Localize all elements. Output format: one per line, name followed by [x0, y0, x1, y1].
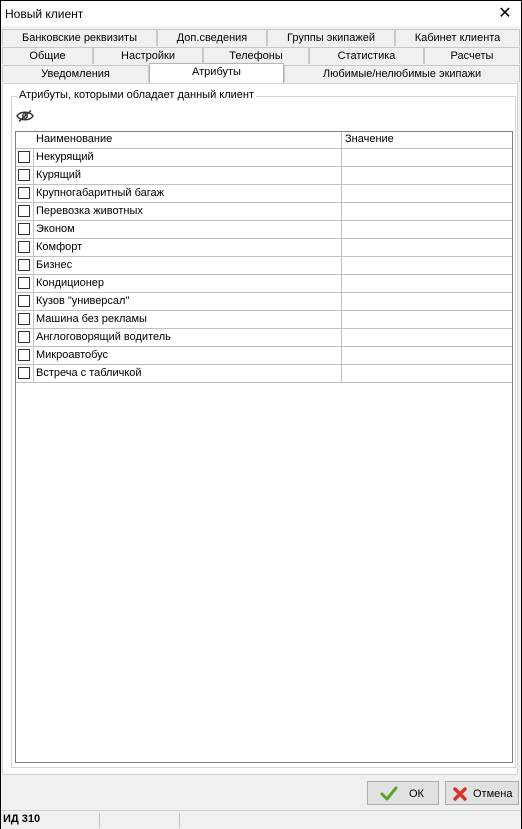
- attribute-name: Встреча с табличкой: [36, 367, 142, 379]
- tab-notifications[interactable]: Уведомления: [2, 65, 149, 82]
- attribute-checkbox[interactable]: [18, 205, 30, 217]
- tab-crew-groups[interactable]: Группы экипажей: [267, 29, 395, 46]
- tab-settings[interactable]: Настройки: [93, 47, 203, 64]
- grid-header: [16, 132, 512, 148]
- attribute-checkbox[interactable]: [18, 277, 30, 289]
- cancel-button[interactable]: [445, 781, 519, 805]
- attribute-checkbox[interactable]: [18, 151, 30, 163]
- attribute-checkbox[interactable]: [18, 367, 30, 379]
- attribute-checkbox[interactable]: [18, 187, 30, 199]
- table-row[interactable]: [16, 184, 512, 203]
- table-row[interactable]: [16, 202, 512, 221]
- tab-attributes[interactable]: Атрибуты: [149, 63, 284, 83]
- eye-off-icon[interactable]: [16, 109, 34, 123]
- table-row[interactable]: [16, 364, 512, 383]
- table-row[interactable]: [16, 292, 512, 311]
- ok-label: ОК: [409, 788, 424, 800]
- tab-row-3: [2, 65, 520, 83]
- tab-bank-details[interactable]: Банковские реквизиты: [2, 29, 157, 46]
- table-row[interactable]: [16, 148, 512, 167]
- status-bar: [1, 810, 521, 829]
- window-title: Новый клиент: [5, 7, 84, 21]
- checkmark-icon: [380, 786, 398, 801]
- attribute-checkbox[interactable]: [18, 313, 30, 325]
- cancel-label: Отмена: [473, 788, 513, 800]
- attribute-checkbox[interactable]: [18, 169, 30, 181]
- table-row[interactable]: [16, 220, 512, 239]
- tab-favorite-crews[interactable]: Любимые/нелюбимые экипажи: [284, 65, 520, 82]
- table-row[interactable]: [16, 310, 512, 329]
- attribute-name: Перевозка животных: [36, 205, 143, 217]
- ok-button[interactable]: [367, 781, 439, 805]
- table-row[interactable]: [16, 274, 512, 293]
- attribute-name: Эконом: [36, 223, 75, 235]
- attribute-name: Микроавтобус: [36, 349, 109, 361]
- attribute-name: Некурящий: [36, 151, 94, 163]
- attributes-group: [11, 89, 516, 768]
- attribute-name: Бизнес: [36, 259, 73, 271]
- tab-row-1: [2, 29, 520, 47]
- group-label: Атрибуты, которыми обладает данный клиент: [19, 89, 255, 101]
- tab-statistics[interactable]: Статистика: [309, 47, 424, 64]
- attribute-name: Комфорт: [36, 241, 83, 253]
- tab-extra-info[interactable]: Доп.сведения: [157, 29, 267, 46]
- attribute-name: Курящий: [36, 169, 82, 181]
- attribute-checkbox[interactable]: [18, 241, 30, 253]
- attributes-page: [2, 83, 518, 775]
- tab-general[interactable]: Общие: [2, 47, 93, 64]
- close-icon[interactable]: ✕: [498, 5, 512, 22]
- table-row[interactable]: [16, 256, 512, 275]
- table-row[interactable]: [16, 328, 512, 347]
- attribute-checkbox[interactable]: [18, 331, 30, 343]
- column-header-name[interactable]: Наименование: [36, 133, 113, 145]
- column-header-value[interactable]: Значение: [345, 133, 394, 145]
- tab-phones[interactable]: Телефоны: [203, 47, 309, 64]
- title-bar: [1, 1, 521, 26]
- attribute-checkbox[interactable]: [18, 259, 30, 271]
- tab-payments[interactable]: Расчеты: [424, 47, 520, 64]
- attribute-name: Кондиционер: [36, 277, 105, 289]
- attribute-name: Англоговорящий водитель: [36, 331, 171, 343]
- attribute-checkbox[interactable]: [18, 295, 30, 307]
- attribute-name: Кузов "универсал": [36, 295, 130, 307]
- attributes-grid: [15, 131, 513, 763]
- attribute-name: Машина без рекламы: [36, 313, 147, 325]
- client-id: ИД 310: [3, 813, 41, 825]
- attribute-checkbox[interactable]: [18, 349, 30, 361]
- table-row[interactable]: [16, 238, 512, 257]
- cross-icon: [453, 787, 467, 801]
- attribute-name: Крупногабаритный багаж: [36, 187, 164, 199]
- attribute-checkbox[interactable]: [18, 223, 30, 235]
- table-row[interactable]: [16, 166, 512, 185]
- tab-client-cabinet[interactable]: Кабинет клиента: [395, 29, 520, 46]
- table-row[interactable]: [16, 346, 512, 365]
